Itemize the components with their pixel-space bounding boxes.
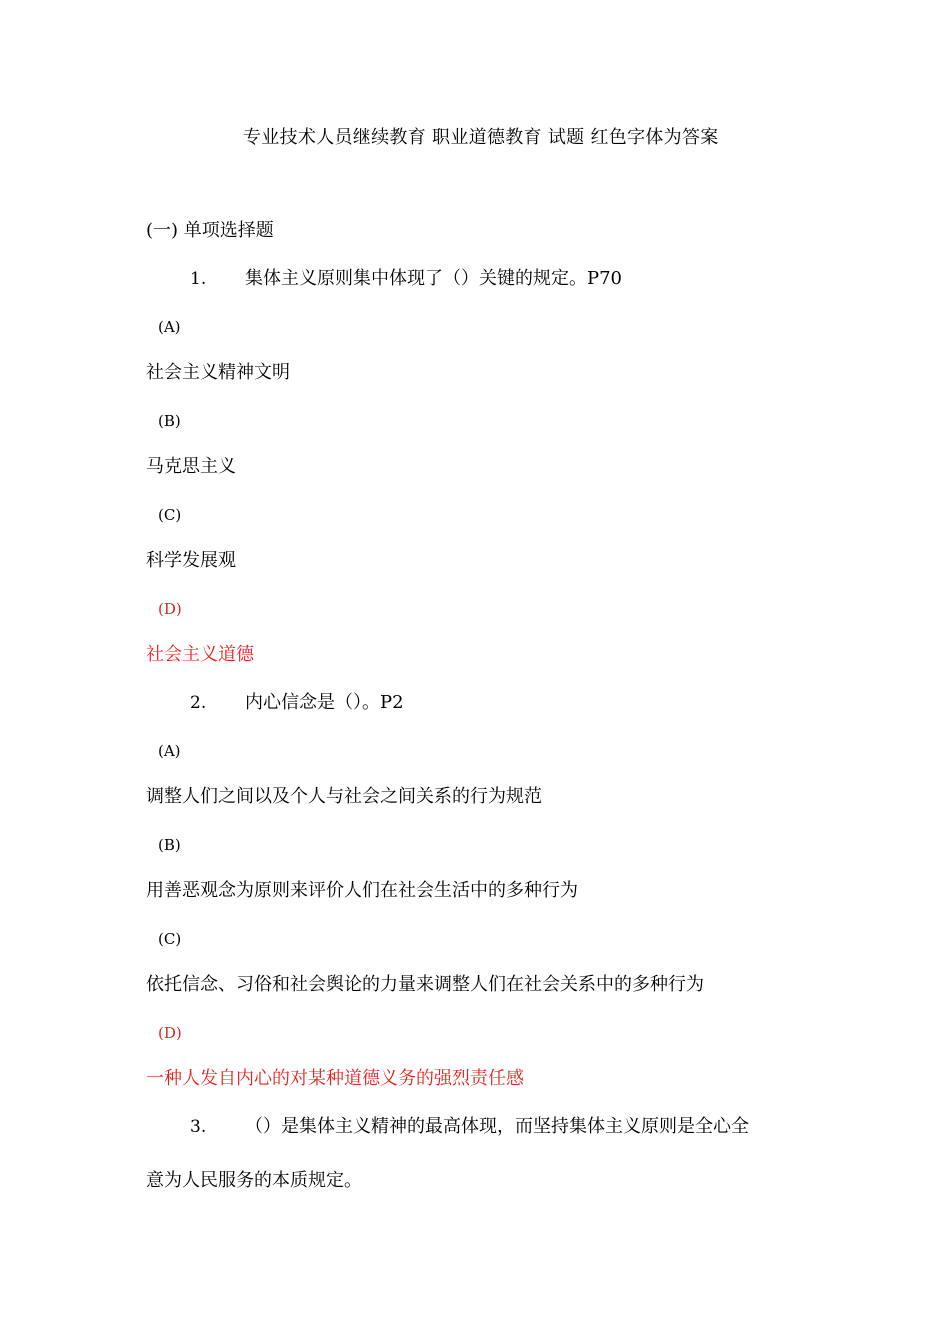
option-label: (C) xyxy=(158,930,182,948)
option-text: 调整人们之间以及个人与社会之间关系的行为规范 xyxy=(146,786,542,807)
document-title: 专业技术人员继续教育 职业道德教育 试题 红色字体为答案 xyxy=(243,127,719,148)
answer-option-label: (D) xyxy=(158,1024,182,1042)
option-label: (B) xyxy=(158,836,181,854)
option-text: 社会主义精神文明 xyxy=(146,362,290,383)
answer-option-text: 一种人发自内心的对某种道德义务的强烈责任感 xyxy=(146,1068,524,1089)
question-text: 集体主义原则集中体现了（）关键的规定。P70 xyxy=(245,268,623,289)
question-text-continuation: 意为人民服务的本质规定。 xyxy=(146,1170,362,1191)
option-text: 科学发展观 xyxy=(146,550,236,571)
section-heading: (一) 单项选择题 xyxy=(146,220,274,241)
option-text: 马克思主义 xyxy=(146,456,236,477)
answer-option-label: (D) xyxy=(158,600,182,618)
option-text: 依托信念、习俗和社会舆论的力量来调整人们在社会关系中的多种行为 xyxy=(146,974,704,995)
option-label: (C) xyxy=(158,506,182,524)
question-number: 3. xyxy=(190,1117,207,1137)
answer-option-text: 社会主义道德 xyxy=(146,644,254,665)
question-number: 2. xyxy=(190,693,207,713)
option-label: (B) xyxy=(158,412,181,430)
question-number: 1. xyxy=(190,269,207,289)
option-label: (A) xyxy=(158,318,181,336)
question-text: （）是集体主义精神的最高体现，而坚持集体主义原则是全心全 xyxy=(245,1116,749,1137)
option-text: 用善恶观念为原则来评价人们在社会生活中的多种行为 xyxy=(146,880,578,901)
question-text: 内心信念是（）。P2 xyxy=(245,692,404,713)
option-label: (A) xyxy=(158,742,181,760)
